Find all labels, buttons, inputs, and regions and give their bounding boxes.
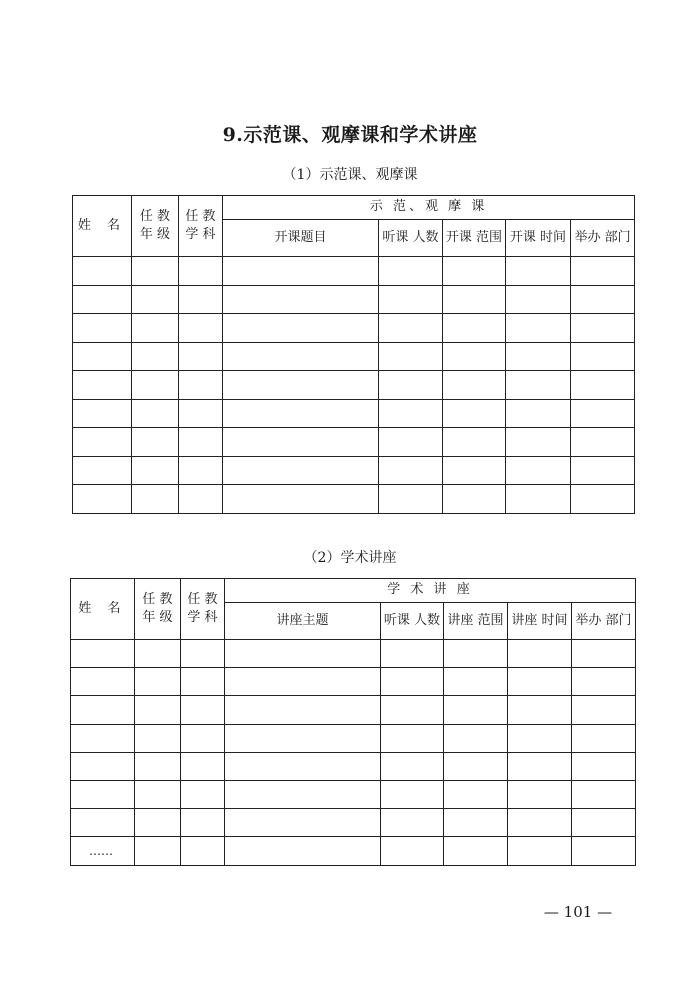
header-demo-group: 示 范、观 摩 课 <box>223 196 635 220</box>
table-cell[interactable] <box>223 456 379 485</box>
table-cell[interactable] <box>135 668 181 696</box>
table-cell[interactable] <box>71 640 135 668</box>
table-cell[interactable] <box>381 809 444 837</box>
table-cell[interactable] <box>225 809 381 837</box>
table-cell[interactable] <box>571 485 635 514</box>
table-cell[interactable] <box>572 640 636 668</box>
table-cell[interactable] <box>181 640 225 668</box>
table-cell[interactable] <box>381 696 444 724</box>
table-cell[interactable] <box>225 780 381 808</box>
table-row <box>71 640 636 668</box>
table-cell[interactable] <box>73 428 132 457</box>
table-cell[interactable] <box>508 696 572 724</box>
table-row <box>71 668 636 696</box>
table-cell[interactable] <box>73 456 132 485</box>
table-cell[interactable] <box>508 724 572 752</box>
table-cell[interactable] <box>381 640 444 668</box>
table-cell[interactable] <box>225 668 381 696</box>
table-cell[interactable] <box>444 724 508 752</box>
table-cell[interactable] <box>135 752 181 780</box>
section-subtitle-demo-lessons: （1）示范课、观摩课 <box>282 167 418 183</box>
table-cell[interactable] <box>181 668 225 696</box>
table-cell[interactable] <box>379 399 443 428</box>
lectures-table <box>70 578 636 866</box>
table-cell[interactable] <box>132 257 179 286</box>
table-cell[interactable] <box>132 314 179 343</box>
table-row <box>71 752 636 780</box>
table-cell[interactable] <box>73 285 132 314</box>
header-lecture-group: 学 术 讲 座 <box>225 579 636 603</box>
table-cell[interactable] <box>223 485 379 514</box>
table-cell[interactable] <box>179 257 223 286</box>
table-cell[interactable] <box>506 399 571 428</box>
table-cell[interactable] <box>571 456 635 485</box>
table-cell[interactable] <box>381 837 444 865</box>
table-cell[interactable] <box>508 809 572 837</box>
header-audience: 听课 人数 <box>381 603 444 640</box>
table-cell[interactable] <box>132 285 179 314</box>
table-row <box>73 428 635 457</box>
table-cell[interactable] <box>572 668 636 696</box>
table-cell[interactable] <box>225 724 381 752</box>
table-cell[interactable] <box>71 668 135 696</box>
table-row <box>73 257 635 286</box>
table-cell[interactable] <box>379 314 443 343</box>
table-cell[interactable] <box>444 809 508 837</box>
table-cell[interactable] <box>571 399 635 428</box>
header-lecture-scope: 讲座 范围 <box>444 603 508 640</box>
table-cell[interactable] <box>179 285 223 314</box>
table-cell[interactable] <box>73 399 132 428</box>
table-cell[interactable] <box>379 342 443 371</box>
table-cell[interactable] <box>379 428 443 457</box>
table-cell[interactable] <box>132 485 179 514</box>
table-cell[interactable] <box>443 399 506 428</box>
table-cell[interactable] <box>379 456 443 485</box>
table-row <box>71 837 636 865</box>
table-cell[interactable] <box>571 257 635 286</box>
table-cell[interactable] <box>135 837 181 865</box>
table-cell[interactable] <box>135 640 181 668</box>
table-cell[interactable] <box>506 257 571 286</box>
table-cell[interactable] <box>444 837 508 865</box>
header-audience: 听课 人数 <box>379 220 443 257</box>
table-cell[interactable] <box>73 314 132 343</box>
table-cell[interactable] <box>379 485 443 514</box>
table-cell[interactable] <box>179 399 223 428</box>
table-cell[interactable] <box>443 257 506 286</box>
header-subject: 任 教 学 科 <box>181 579 225 640</box>
table-cell[interactable] <box>572 809 636 837</box>
table-cell[interactable] <box>179 456 223 485</box>
table-cell[interactable] <box>71 809 135 837</box>
table-cell[interactable] <box>73 371 132 400</box>
table-cell[interactable] <box>444 780 508 808</box>
header-grade: 任 教 年 级 <box>132 196 179 257</box>
table-cell[interactable] <box>444 696 508 724</box>
table-cell[interactable] <box>71 780 135 808</box>
table-cell[interactable] <box>132 456 179 485</box>
table-cell[interactable] <box>225 640 381 668</box>
table-cell[interactable] <box>506 314 571 343</box>
table-cell[interactable] <box>508 780 572 808</box>
table-row <box>73 285 635 314</box>
table-cell[interactable] <box>71 724 135 752</box>
table-row <box>73 456 635 485</box>
table-cell[interactable] <box>225 696 381 724</box>
table-cell[interactable] <box>71 752 135 780</box>
table-cell[interactable] <box>225 837 381 865</box>
table-row <box>71 809 636 837</box>
table-cell[interactable] <box>132 428 179 457</box>
table-cell[interactable] <box>223 257 379 286</box>
table-cell[interactable] <box>572 724 636 752</box>
table-cell[interactable] <box>571 314 635 343</box>
table-cell[interactable] <box>181 724 225 752</box>
table-cell[interactable] <box>444 752 508 780</box>
table-cell[interactable] <box>571 371 635 400</box>
table-cell[interactable] <box>73 257 132 286</box>
table-cell[interactable] <box>572 696 636 724</box>
table-cell[interactable] <box>508 752 572 780</box>
table-cell[interactable] <box>181 780 225 808</box>
table-row <box>73 314 635 343</box>
table-cell[interactable] <box>506 342 571 371</box>
table-cell[interactable] <box>132 399 179 428</box>
header-organizer: 举办 部门 <box>572 603 636 640</box>
table-cell[interactable] <box>179 342 223 371</box>
table-cell[interactable] <box>379 371 443 400</box>
header-organizer: 举办 部门 <box>571 220 635 257</box>
table-cell[interactable] <box>443 485 506 514</box>
table-cell[interactable] <box>508 837 572 865</box>
table-cell[interactable] <box>506 371 571 400</box>
table-cell[interactable] <box>223 342 379 371</box>
table-cell[interactable] <box>132 342 179 371</box>
table-cell[interactable] <box>223 371 379 400</box>
table-cell[interactable] <box>179 428 223 457</box>
table-cell[interactable] <box>135 696 181 724</box>
table-cell[interactable] <box>572 752 636 780</box>
table-cell[interactable] <box>571 428 635 457</box>
table-cell[interactable] <box>444 640 508 668</box>
table-cell[interactable] <box>443 342 506 371</box>
table-cell[interactable] <box>135 809 181 837</box>
table-cell[interactable] <box>444 668 508 696</box>
table-cell[interactable] <box>223 399 379 428</box>
table-cell[interactable] <box>179 314 223 343</box>
page-title: 9.示范课、观摩课和学术讲座 <box>222 124 478 146</box>
table-cell[interactable] <box>506 456 571 485</box>
table-row <box>73 485 635 514</box>
demo-lessons-table <box>72 195 635 514</box>
demo-lessons-body <box>73 257 635 514</box>
table-cell[interactable] <box>381 668 444 696</box>
continuation-ellipsis: …… <box>71 837 135 865</box>
table-cell[interactable] <box>508 640 572 668</box>
table-cell[interactable] <box>223 314 379 343</box>
table-cell[interactable] <box>381 780 444 808</box>
table-row <box>71 696 636 724</box>
header-lesson-topic: 开课题目 <box>223 220 379 257</box>
table-cell[interactable] <box>443 428 506 457</box>
table-cell[interactable] <box>381 752 444 780</box>
table-cell[interactable] <box>571 285 635 314</box>
table-cell[interactable] <box>181 696 225 724</box>
header-subject: 任 教 学 科 <box>179 196 223 257</box>
header-lecture-topic: 讲座主题 <box>225 603 381 640</box>
table-row <box>71 724 636 752</box>
table-cell[interactable] <box>443 371 506 400</box>
table-cell[interactable] <box>135 724 181 752</box>
table-cell[interactable] <box>225 752 381 780</box>
table-cell[interactable] <box>71 696 135 724</box>
header-lesson-scope: 开课 范围 <box>443 220 506 257</box>
table-cell[interactable] <box>379 257 443 286</box>
table-cell[interactable] <box>508 668 572 696</box>
table-cell[interactable] <box>181 837 225 865</box>
table-row <box>71 780 636 808</box>
lectures-body <box>71 640 636 866</box>
table-row <box>73 342 635 371</box>
header-grade: 任 教 年 级 <box>135 579 181 640</box>
section-subtitle-lectures: （2）学术讲座 <box>303 550 397 566</box>
table-row <box>73 371 635 400</box>
header-name: 姓 名 <box>71 579 135 640</box>
table-cell[interactable] <box>179 371 223 400</box>
table-row <box>73 399 635 428</box>
header-lesson-time: 开课 时间 <box>506 220 571 257</box>
table-cell[interactable] <box>572 780 636 808</box>
table-cell[interactable] <box>381 724 444 752</box>
table-cell[interactable] <box>572 837 636 865</box>
table-cell[interactable] <box>443 456 506 485</box>
table-cell[interactable] <box>73 342 132 371</box>
table-cell[interactable] <box>181 752 225 780</box>
table-cell[interactable] <box>223 285 379 314</box>
table-cell[interactable] <box>179 485 223 514</box>
table-cell[interactable] <box>379 285 443 314</box>
table-cell[interactable] <box>443 314 506 343</box>
table-cell[interactable] <box>506 428 571 457</box>
table-cell[interactable] <box>506 485 571 514</box>
header-name: 姓 名 <box>73 196 132 257</box>
header-lecture-time: 讲座 时间 <box>508 603 572 640</box>
table-cell[interactable] <box>132 371 179 400</box>
table-cell[interactable] <box>181 809 225 837</box>
table-cell[interactable] <box>73 485 132 514</box>
page-number: — 101 — <box>543 903 613 921</box>
table-cell[interactable] <box>443 285 506 314</box>
table-cell[interactable] <box>135 780 181 808</box>
table-cell[interactable] <box>223 428 379 457</box>
table-cell[interactable] <box>571 342 635 371</box>
table-cell[interactable] <box>506 285 571 314</box>
